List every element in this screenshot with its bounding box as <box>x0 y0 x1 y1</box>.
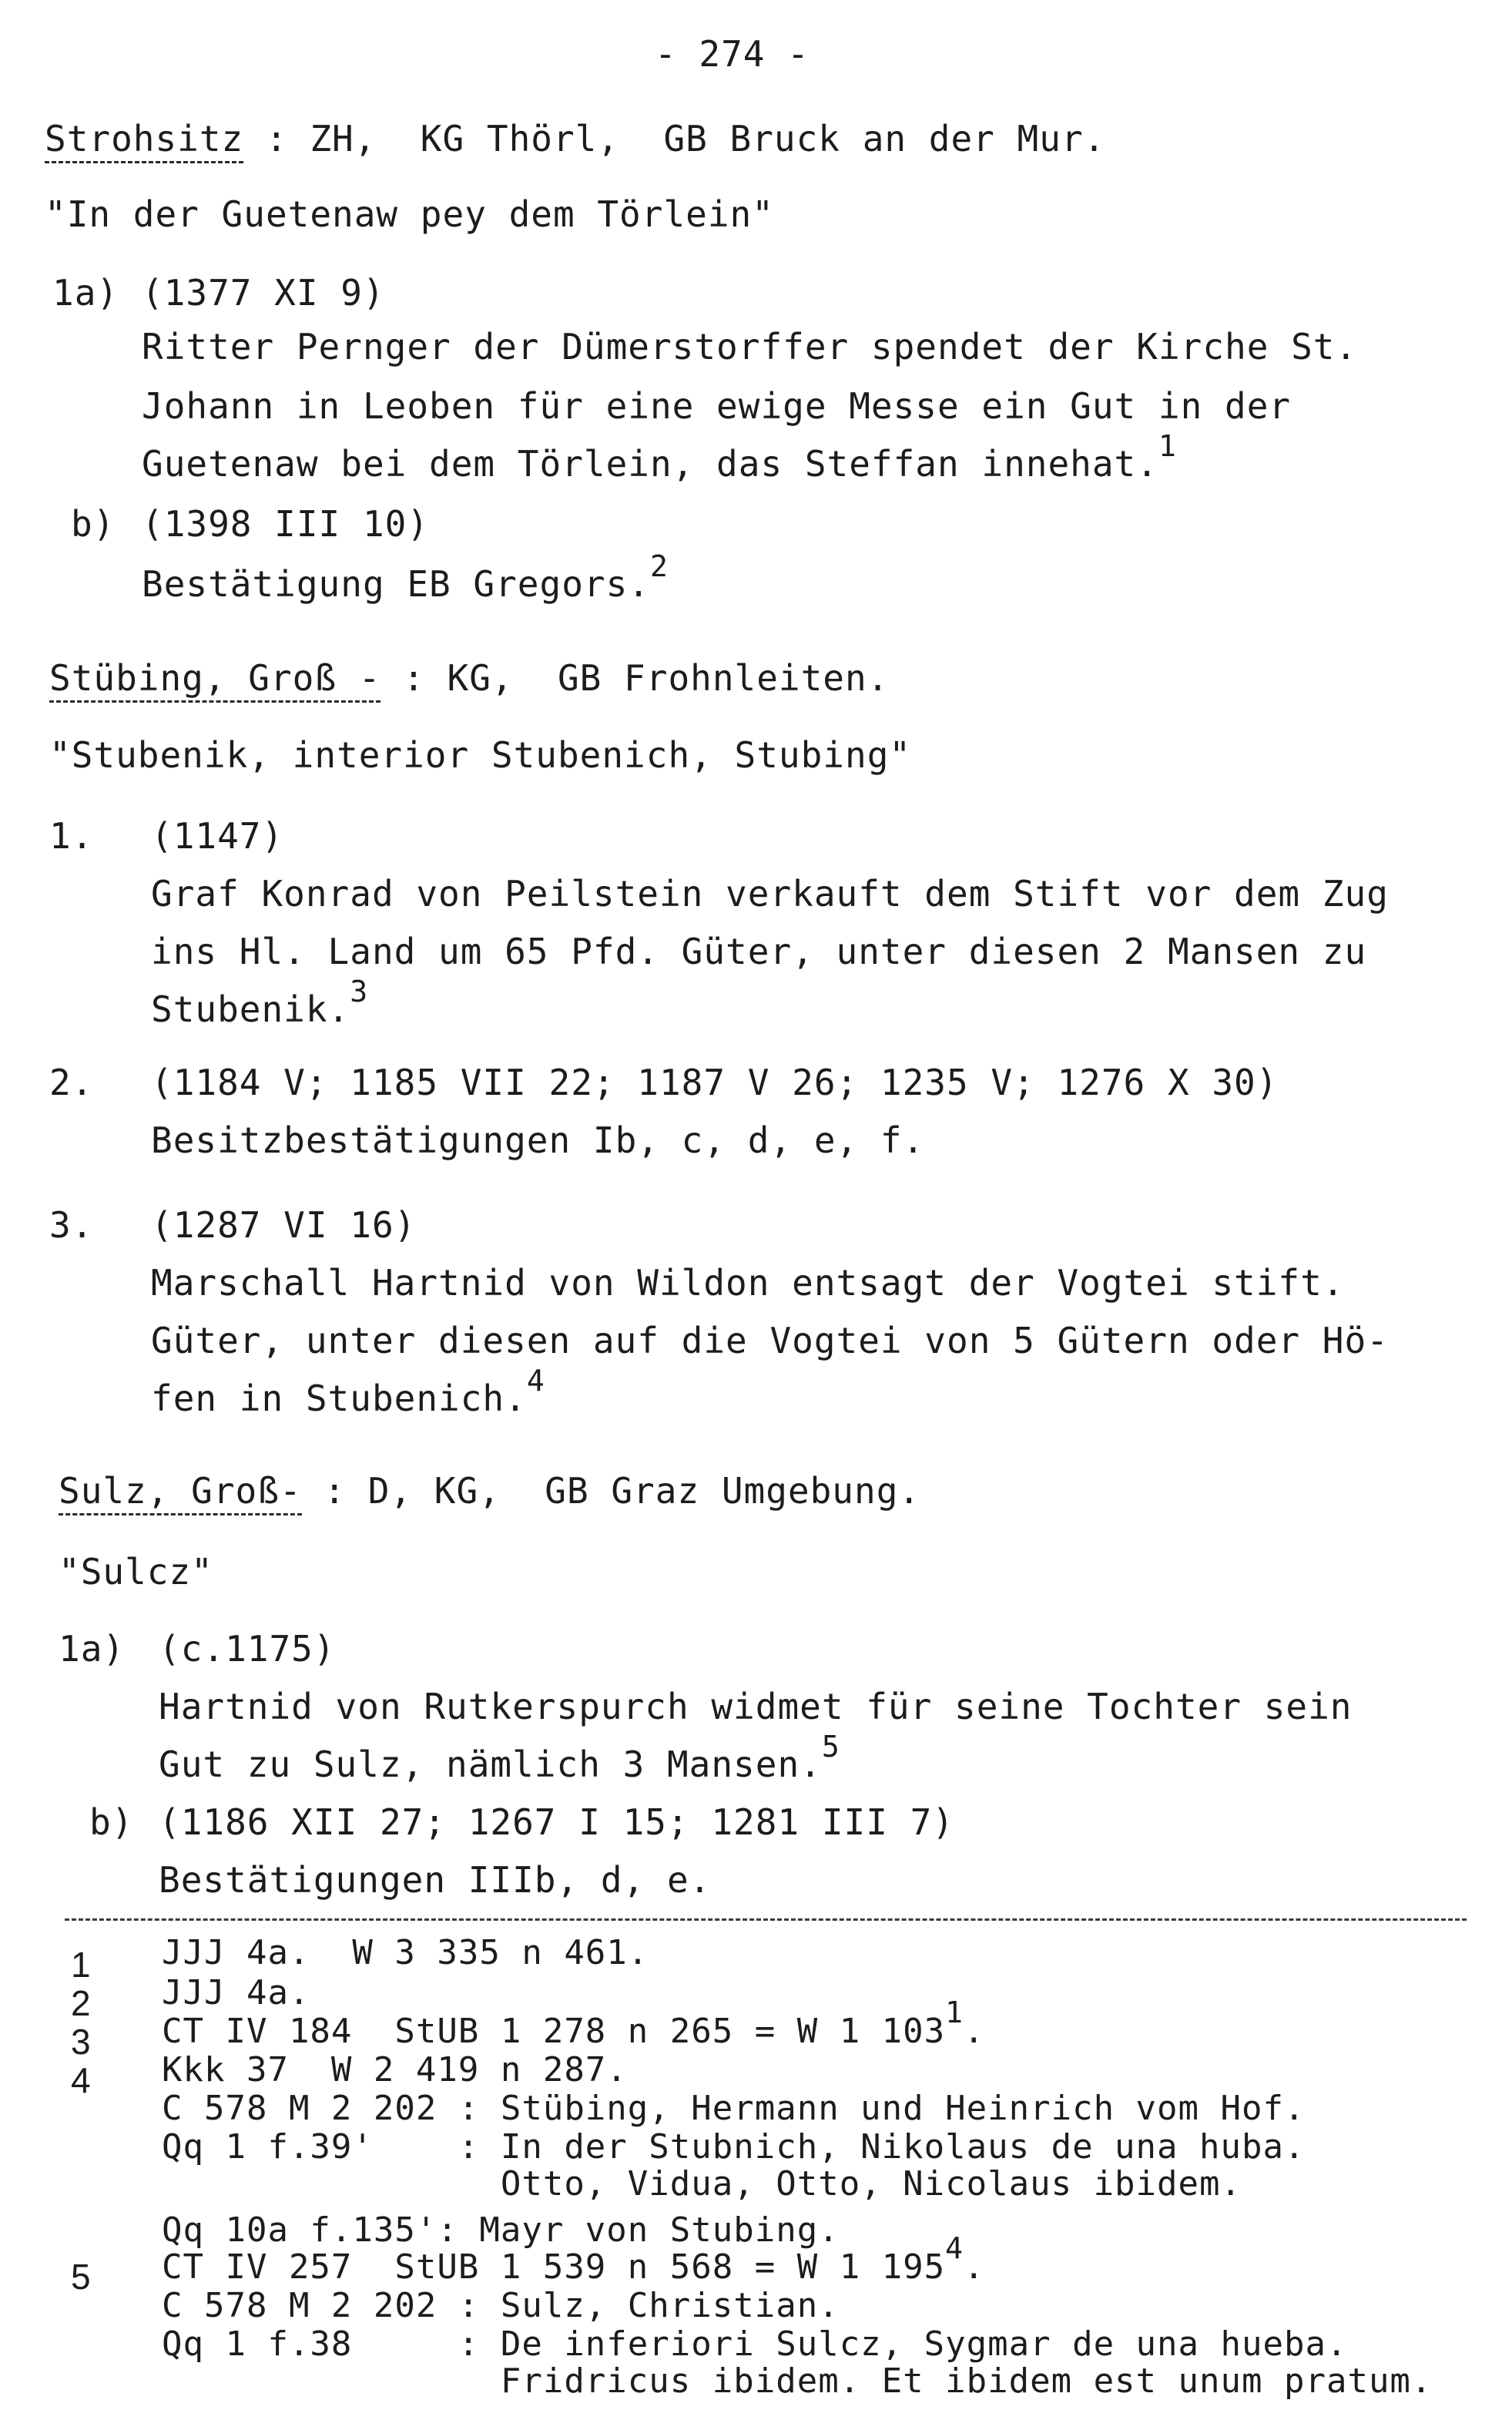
footnote-text: Otto, Vidua, Otto, Nicolaus ibidem. <box>162 2164 1242 2204</box>
item-label: b) <box>71 503 116 545</box>
entry-name: Sulz, Groß- <box>59 1470 302 1515</box>
footnote-text: Qq 10a f.135': Mayr von Stubing. <box>162 2210 840 2250</box>
footnote-ref: 3 <box>350 975 369 1009</box>
item-text-line: Graf Konrad von Peilstein verkauft dem Stift vor dem Zug <box>151 873 1389 915</box>
footnote-ref: 4 <box>526 1364 545 1398</box>
item-label: 1a) <box>52 272 119 314</box>
item-text-line: Guetenaw bei dem Törlein, das Steffan innehat.$^1$ <box>142 429 1177 485</box>
item-text-line: Besitzbestätigungen Ib, c, d, e, f. <box>151 1119 925 1161</box>
item-text-line: Bestätigungen IIIb, d, e. <box>159 1859 712 1901</box>
item-date: (1377 XI 9) <box>142 272 385 314</box>
footnote-number: 1 <box>71 1945 92 1985</box>
item-date: (1147) <box>151 815 284 857</box>
item-text-line: Stubenik.$^3$ <box>151 975 369 1030</box>
footnote-text: CT IV 257 StUB 1 539 n 568 = W 1 1954. <box>162 2231 985 2287</box>
entry-meta: : KG, GB Frohnleiten. <box>381 657 890 699</box>
footnote-text: C 578 M 2 202 : Sulz, Christian. <box>162 2286 840 2325</box>
entry-quote: "Sulcz" <box>59 1551 213 1593</box>
entry-heading <box>59 1468 920 1514</box>
item-label: 2. <box>49 1062 94 1103</box>
footnote-ref: 5 <box>821 1730 840 1764</box>
entry-name: Stübing, Groß - <box>49 657 381 703</box>
item-text-line: Marschall Hartnid von Wildon entsagt der Vogtei stift. <box>151 1262 1345 1304</box>
footnote-text: Qq 1 f.39' : In der Stubnich, Nikolaus de una huba. <box>162 2127 1306 2167</box>
footnote-text: Qq 1 f.38 : De inferiori Sulcz, Sygmar de una hueba. <box>162 2324 1348 2364</box>
item-text-line: Hartnid von Rutkerspurch widmet für seine Tochter sein <box>159 1686 1353 1727</box>
footnote-number: 2 <box>71 1983 92 2023</box>
item-text-line: Gut zu Sulz, nämlich 3 Mansen.$^5$ <box>159 1730 840 1785</box>
footnote-text: CT IV 184 StUB 1 278 n 265 = W 1 1031. <box>162 1995 985 2051</box>
item-date: (1186 XII 27; 1267 I 15; 1281 III 7) <box>159 1801 954 1843</box>
entry-quote: "Stubenik, interior Stubenich, Stubing" <box>49 734 912 776</box>
footnote-text: JJJ 4a. <box>162 1973 310 2012</box>
item-text-line: Johann in Leoben für eine ewige Messe ein Gut in der <box>142 385 1292 427</box>
footnote-text: JJJ 4a. W 3 335 n 461. <box>162 1933 649 1972</box>
entry-meta: : ZH, KG Thörl, GB Bruck an der Mur. <box>243 118 1106 159</box>
footnote-number: 3 <box>71 2022 92 2062</box>
item-date: (1287 VI 16) <box>151 1204 417 1246</box>
item-text-line: Güter, unter diesen auf die Vogtei von 5 Gütern oder Hö- <box>151 1320 1389 1361</box>
page-number: - 274 - <box>655 33 810 75</box>
footnote-superscript: 1 <box>945 1995 964 2029</box>
item-text-line: ins Hl. Land um 65 Pfd. Güter, unter diesen 2 Mansen zu <box>151 931 1367 972</box>
footnote-ref: 1 <box>1158 429 1177 463</box>
item-date: (1398 III 10) <box>142 503 430 545</box>
item-label: 3. <box>49 1204 94 1246</box>
item-text-line: fen in Stubenich.$^4$ <box>151 1364 545 1419</box>
item-text-line: Ritter Pernger der Dümerstorffer spendet der Kirche St. <box>142 326 1358 368</box>
footnote-divider <box>65 1918 1467 1921</box>
item-label: b) <box>89 1801 134 1843</box>
footnote-number: 5 <box>71 2257 92 2297</box>
entry-heading <box>45 116 1105 162</box>
footnote-ref: 2 <box>649 549 669 583</box>
item-date: (c.1175) <box>159 1628 336 1670</box>
entry-quote: "In der Guetenaw pey dem Törlein" <box>45 193 774 235</box>
footnote-text: Fridricus ibidem. Et ibidem est unum pratum. <box>162 2361 1433 2401</box>
entry-name: Strohsitz <box>45 118 243 163</box>
footnote-number: 4 <box>71 2060 92 2100</box>
item-date: (1184 V; 1185 VII 22; 1187 V 26; 1235 V; 1276 X 30) <box>151 1062 1279 1103</box>
entry-heading <box>49 655 889 701</box>
item-text-line: Bestätigung EB Gregors.$^2$ <box>142 549 669 605</box>
footnote-text: Kkk 37 W 2 419 n 287. <box>162 2050 628 2089</box>
entry-meta: : D, KG, GB Graz Umgebung. <box>301 1470 921 1512</box>
footnote-superscript: 4 <box>945 2231 964 2265</box>
footnote-text: C 578 M 2 202 : Stübing, Hermann und Heinrich vom Hof. <box>162 2089 1306 2128</box>
item-label: 1. <box>49 815 94 857</box>
item-label: 1a) <box>59 1628 126 1670</box>
